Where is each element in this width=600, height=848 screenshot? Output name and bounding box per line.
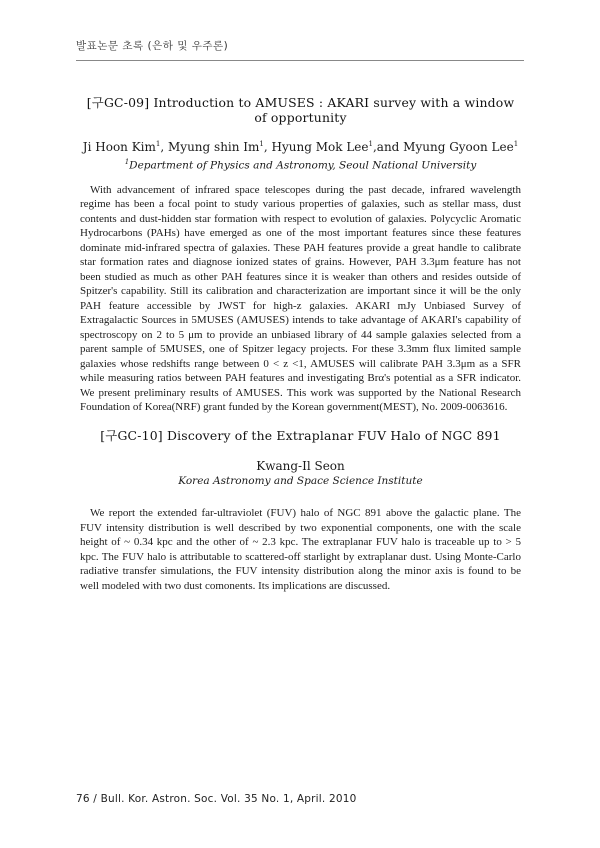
author-separator: ,	[160, 140, 169, 154]
author-name: Hyung Mok Lee	[271, 140, 369, 154]
running-header: 발표논문 초록 (은하 및 우주론)	[76, 40, 229, 52]
abstract-title: [구GC-09] Introduction to AMUSES : AKARI survey with a window of opportunity	[86, 95, 515, 125]
header-rule	[76, 60, 524, 61]
author-name: Myung shin Im	[168, 140, 260, 154]
author-affiliation-mark: 1	[513, 140, 519, 148]
author-separator: ,and	[372, 140, 404, 154]
author-name: Kwang-Il Seon	[256, 459, 345, 473]
author-affiliation-mark: 1	[259, 140, 264, 148]
affiliation	[80, 474, 521, 488]
author-name: Ji Hoon Kim	[82, 140, 156, 154]
author-name: Myung Gyoon Lee	[403, 140, 514, 154]
abstract-body: We report the extended far-ultraviolet (FUV) halo of NGC 891 above the galactic plane. The FUV intensity distribution is well described by two exponential components, one with the scale height of ~ 0.34 kpc and the other of ~ 2.3 kpc. The extraplanar FUV halo is traceable up to > 5 kpc. The FUV halo is attributable to scattered-off starlight by extraplanar dust. Using Monte-Carlo radiative transfer simulations, the FUV intensity distribution along the minor axis is found to be well modeled with two dust comonents. Its implications are discussed.	[80, 507, 521, 592]
affiliation-mark: 1	[124, 158, 130, 166]
author-list	[80, 137, 521, 155]
affiliation-text: Korea Astronomy and Space Science Institute	[178, 475, 423, 487]
affiliation-text: Department of Physics and Astronomy, Seoul National University	[129, 159, 477, 172]
affiliation	[80, 155, 521, 173]
abstract-gc-10	[80, 428, 521, 593]
abstract-gc-09	[80, 95, 521, 415]
author-affiliation-mark: 1	[368, 140, 373, 148]
author-affiliation-mark: 1	[155, 140, 161, 148]
author-list	[80, 459, 521, 474]
abstract-body: With advancement of infrared space telescopes during the past decade, infrared wavelength regime has been a focal point to study various properties of galaxies, such as stellar mass, dust contents and dust-hidden star formation with respect to evolution of galaxies. Polycyclic Aromatic Hydrocarbons (PAHs) have emerged as one of the most important features since these features dominate mid-infrared spectra of galaxies. These PAH features provide a great handle to calibrate star formation rates and diagnose ionized states of grains. However, PAH 3.3μm feature has not been studied as much as other PAH features since it is weaker than others and resides outside of Spitzer's capability. Still its calibration and characterization are important since it will be the only PAH feature accessible by JWST for high-z galaxies. AKARI mJy Unbiased Survey of Extragalactic Sources in 5MUSES (AMUSES) intends to take advantage of AKARI's capability of spectroscopy on 2 to 5 μm to provide an unbiased library of 44 sample galaxies selected from a parent sample of 5MUSES, one of Spitzer legacy projects. For these 3.3mm flux limited sample galaxies whose redshifts range between 0 < z <1, AMUSES will calibrate PAH 3.3μm as a SFR while measuring ratios between PAH features and investigating Brα's potential as a SFR indicator. We present preliminary results of AMUSES. This work was supported by the National Research Foundation of Korea(NRF) grant funded by the Korean government(MEST), No. 2009-0063616.	[80, 183, 521, 413]
page-footer-citation: 76 / Bull. Kor. Astron. Soc. Vol. 35 No. 1, April. 2010	[76, 793, 357, 805]
author-separator: ,	[263, 140, 272, 154]
abstract-title: [구GC-10] Discovery of the Extraplanar FUV Halo of NGC 891	[100, 428, 501, 443]
